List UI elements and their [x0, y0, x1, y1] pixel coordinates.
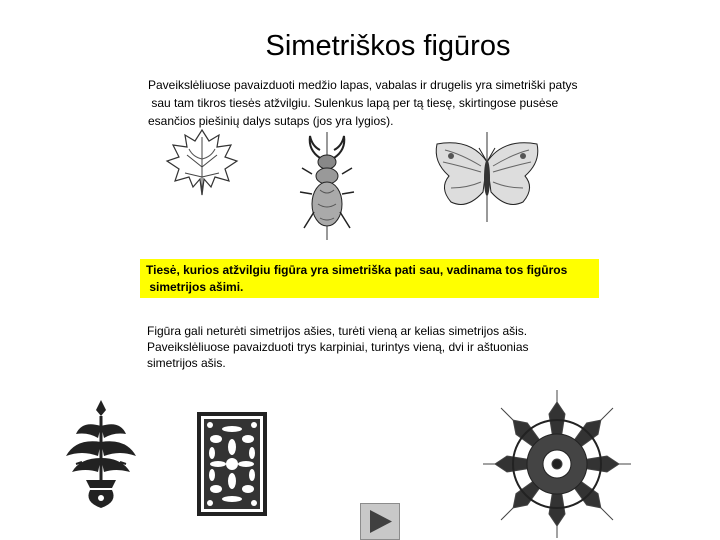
definition-box: [140, 259, 599, 298]
papercut-vase-image: [62, 398, 140, 510]
leaf-image: [163, 127, 241, 197]
definition-line: simetrijos ašimi.: [146, 280, 244, 294]
intro-line: sau tam tikros tiesės atžvilgiu. Sulenkus lapą per tą tiesę, skirtingose pusėse: [148, 96, 559, 110]
info-line: simetrijos ašis.: [147, 356, 226, 370]
info-line: Paveikslėliuose pavaizduoti trys karpiniai, turintys vieną, dvi ir aštuonias: [147, 340, 529, 354]
papercut-star-image: [478, 388, 636, 540]
butterfly-image: [431, 132, 543, 222]
next-slide-button[interactable]: [360, 503, 400, 540]
page-title: Simetriškos figūros: [265, 30, 511, 62]
intro-line: esančios piešinių dalys sutaps (jos yra lygios).: [148, 114, 394, 128]
definition-line: Tiesė, kurios atžvilgiu figūra yra simetriška pati sau, vadinama tos figūros: [146, 263, 568, 277]
intro-text: [148, 76, 618, 130]
papercut-rectangle-image: [196, 411, 268, 517]
intro-line: Paveikslėliuose pavaizduoti medžio lapas, vabalas ir drugelis yra simetriški patys: [148, 78, 578, 92]
info-text: [147, 323, 567, 371]
play-icon: [361, 504, 399, 539]
beetle-image: [298, 132, 356, 240]
info-line: Figūra gali neturėti simetrijos ašies, turėti vieną ar kelias simetrijos ašis.: [147, 324, 528, 338]
